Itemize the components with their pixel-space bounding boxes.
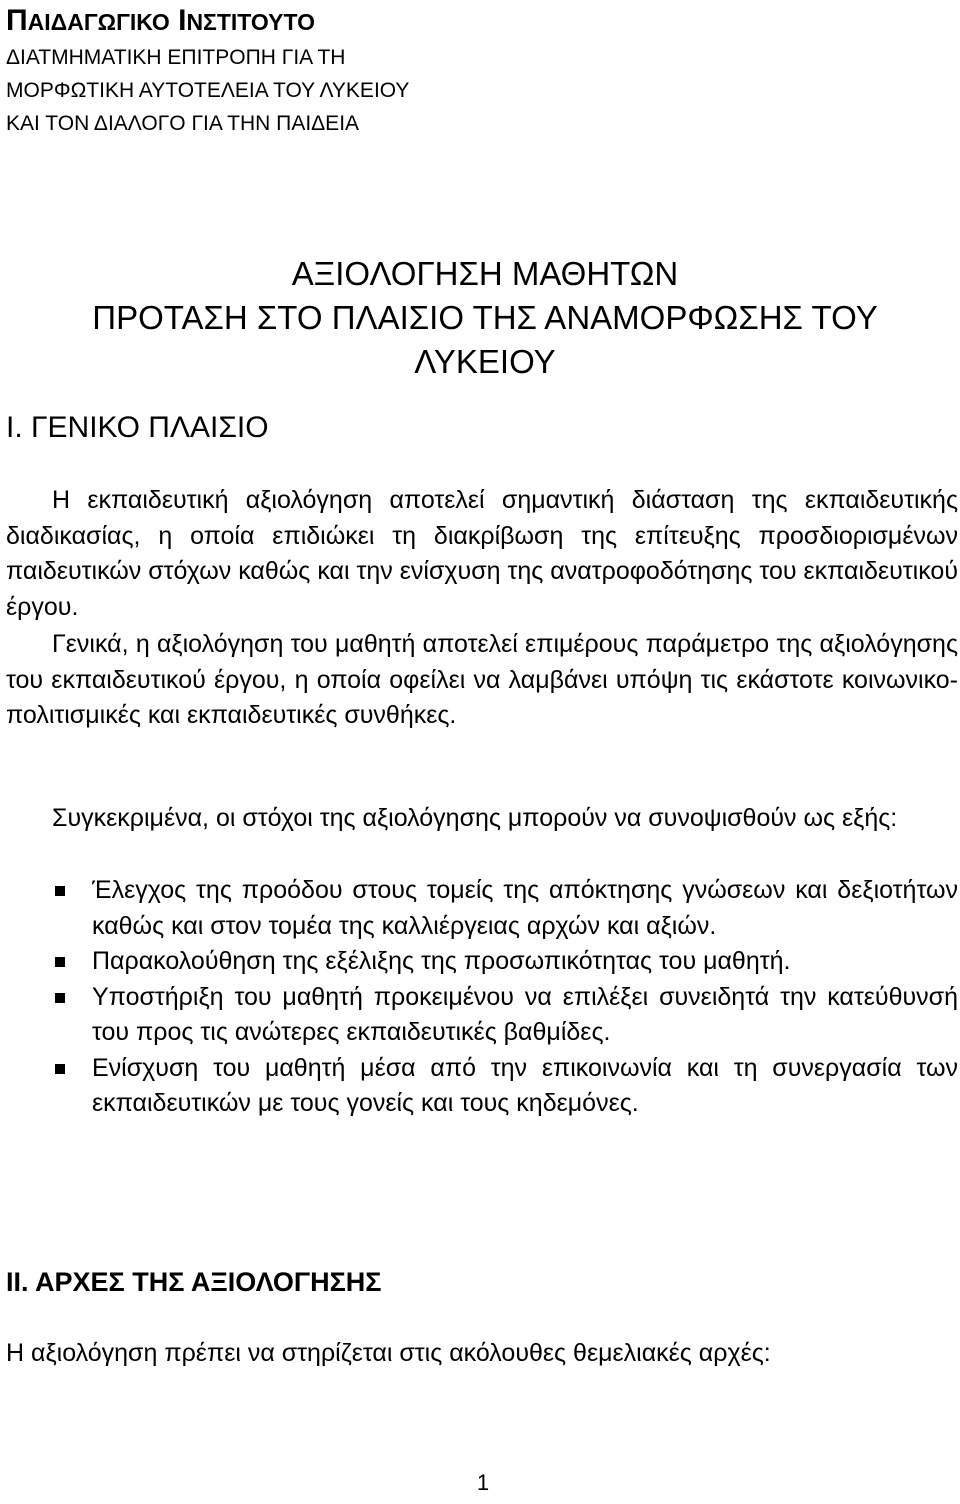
square-bullet-icon [55,886,65,896]
list-item: Ενίσχυση του μαθητή μέσα από την επικοινωνία και τη συνεργασία των εκπαιδευτικών με τους γονείς και τους κηδεμόνες. [0,1051,958,1122]
section-heading-principles: ΙΙ. ΑΡΧΕΣ ΤΗΣ ΑΞΙΟΛΟΓΗΣΗΣ [6,1267,382,1297]
section-heading-general-framework: Ι. ΓΕΝΙΚΟ ΠΛΑΙΣΙΟ [6,411,269,444]
paragraph-intro: Η εκπαιδευτική αξιολόγηση αποτελεί σημαντική διάσταση της εκπαιδευτικής διαδικασίας, η οποία επιδιώκει τη διακρίβωση της επίτευξης προσδιορισμένων παιδευτικών στόχων καθώς και την ενίσχυση της ανατροφοδότησης του εκπαιδευτικού έργου. [6,486,958,621]
document-title [0,252,960,384]
paragraph-goals-intro: Συγκεκριμένα, οι στόχοι της αξιολόγησης μπορούν να συνοψισθούν ως εξής: [52,804,898,832]
goals-list [0,873,958,1122]
square-bullet-icon [55,957,65,967]
committee-line-3: ΚΑΙ ΤΟΝ ΔΙΑΛΟΓΟ ΓΙΑ ΤΗΝ ΠΑΙΔΕΙΑ [6,112,360,135]
title-line-1: ΑΞΙΟΛΟΓΗΣΗ ΜΑΘΗΤΩΝ [291,255,679,292]
square-bullet-icon [55,1064,65,1074]
institute-header [6,0,409,140]
list-item: Έλεγχος της προόδου στους τομείς της απόκτησης γνώσεων και δεξιοτήτων καθώς και στον τομέα της καλλιέργειας αρχών και αξιών. [0,873,958,944]
institute-name: ΠΑΙΔΑΓΩΓΙΚΟ ΙΝΣΤΙΤΟΥΤΟ [6,4,316,37]
list-item: Υποστήριξη του μαθητή προκειμένου να επιλέξει συνειδητά την κατεύθυνσή του προς τις ανώτερες εκπαιδευτικές βαθμίδες. [0,980,958,1051]
page-number: 1 [476,1470,490,1495]
paragraph-general: Γενικά, η αξιολόγηση του μαθητή αποτελεί επιμέρους παράμετρο της αξιολόγησης του εκπαιδευτικού έργου, η οποία οφείλει να λαμβάνει υπόψη τις εκάστοτε κοινωνικο-πολιτισμικές και εκπαιδευτικές συνθήκες. [6,630,958,729]
square-bullet-icon [55,993,65,1003]
list-item: Παρακολούθηση της εξέλιξης της προσωπικότητας του μαθητή. [0,944,958,980]
title-line-3: ΛΥΚΕΙΟΥ [414,343,556,380]
committee-line-2: ΜΟΡΦΩΤΙΚΗ ΑΥΤΟΤΕΛΕΙΑ ΤΟΥ ΛΥΚΕΙΟΥ [6,79,410,102]
title-line-2: ΠΡΟΤΑΣΗ ΣΤΟ ΠΛΑΙΣΙΟ ΤΗΣ ΑΝΑΜΟΡΦΩΣΗΣ ΤΟΥ [92,299,878,336]
paragraph-principles-intro: Η αξιολόγηση πρέπει να στηρίζεται στις ακόλουθες θεμελιακές αρχές: [6,1339,771,1367]
committee-line-1: ΔΙΑΤΜΗΜΑΤΙΚΗ ΕΠΙΤΡΟΠΗ ΓΙΑ ΤΗ [6,46,346,69]
